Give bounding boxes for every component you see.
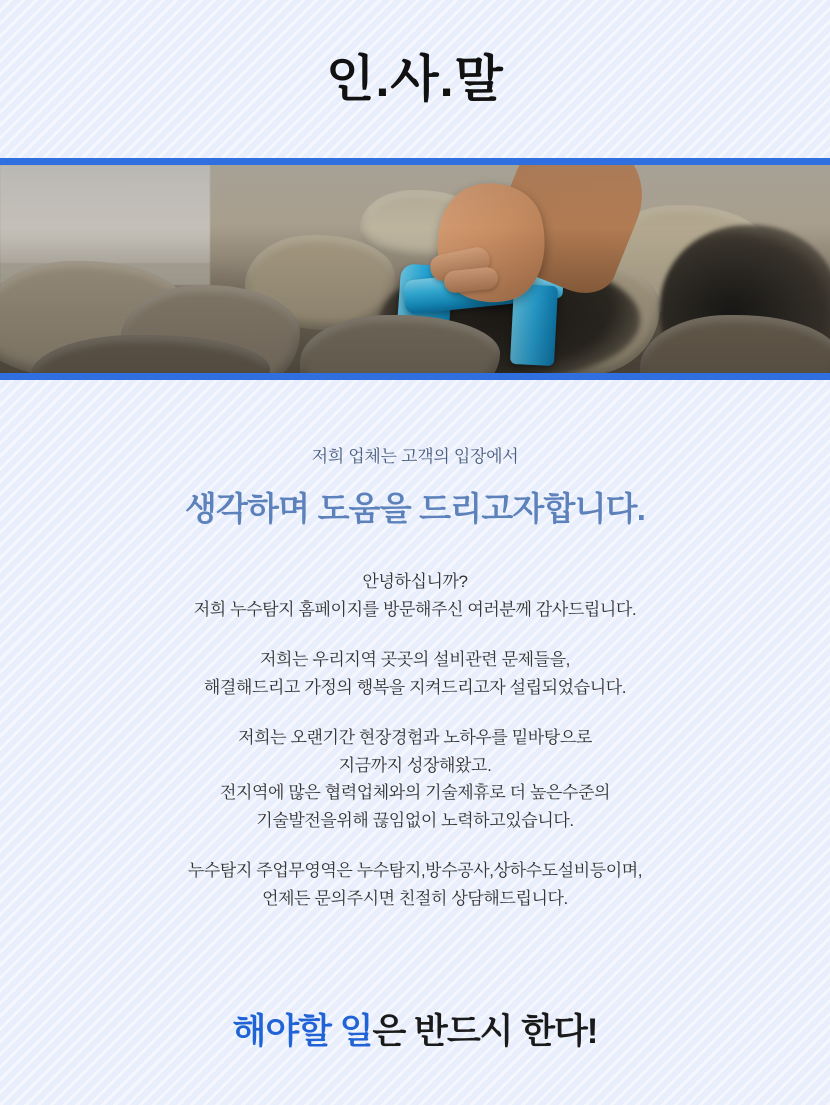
slogan-highlight: 해야할 일 bbox=[232, 1012, 373, 1052]
intro-small-line: 저희 업체는 고객의 입장에서 bbox=[311, 447, 519, 466]
page-title: 인.사.말 bbox=[326, 50, 504, 107]
greeting-body bbox=[0, 380, 830, 912]
greeting-paragraph-1: 안녕하십니까? 저희 누수탐지 홈페이지를 방문해주신 여러분께 감사드립니다. bbox=[193, 572, 637, 619]
greeting-paragraph-4: 누수탐지 주업무영역은 누수탐지,방수공사,상하수도설비등이며, 언제든 문의주시면 친절히 상담해드립니다. bbox=[187, 861, 643, 908]
greeting-paragraph-3: 저희는 오랜기간 현장경험과 노하우를 밑바탕으로 지금까지 성장해왔고. 전지역에 많은 협력업체와의 기술제휴로 더 높은수준의 기술발전을위해 끊임없이 노력하고있습니다. bbox=[219, 728, 611, 830]
hero-vignette bbox=[0, 165, 830, 373]
slogan bbox=[0, 1004, 830, 1054]
hero-banner bbox=[0, 158, 830, 380]
intro-headline: 생각하며 도움을 드리고자합니다. bbox=[184, 490, 646, 527]
greeting-paragraph-2: 저희는 우리지역 곳곳의 설비관련 문제들을, 해결해드리고 가정의 행복을 지켜드리고자 설립되었습니다. bbox=[203, 650, 627, 697]
slogan-rest: 은 반드시 한다! bbox=[372, 1012, 598, 1052]
hero-image bbox=[0, 165, 830, 373]
title-area bbox=[0, 0, 830, 158]
